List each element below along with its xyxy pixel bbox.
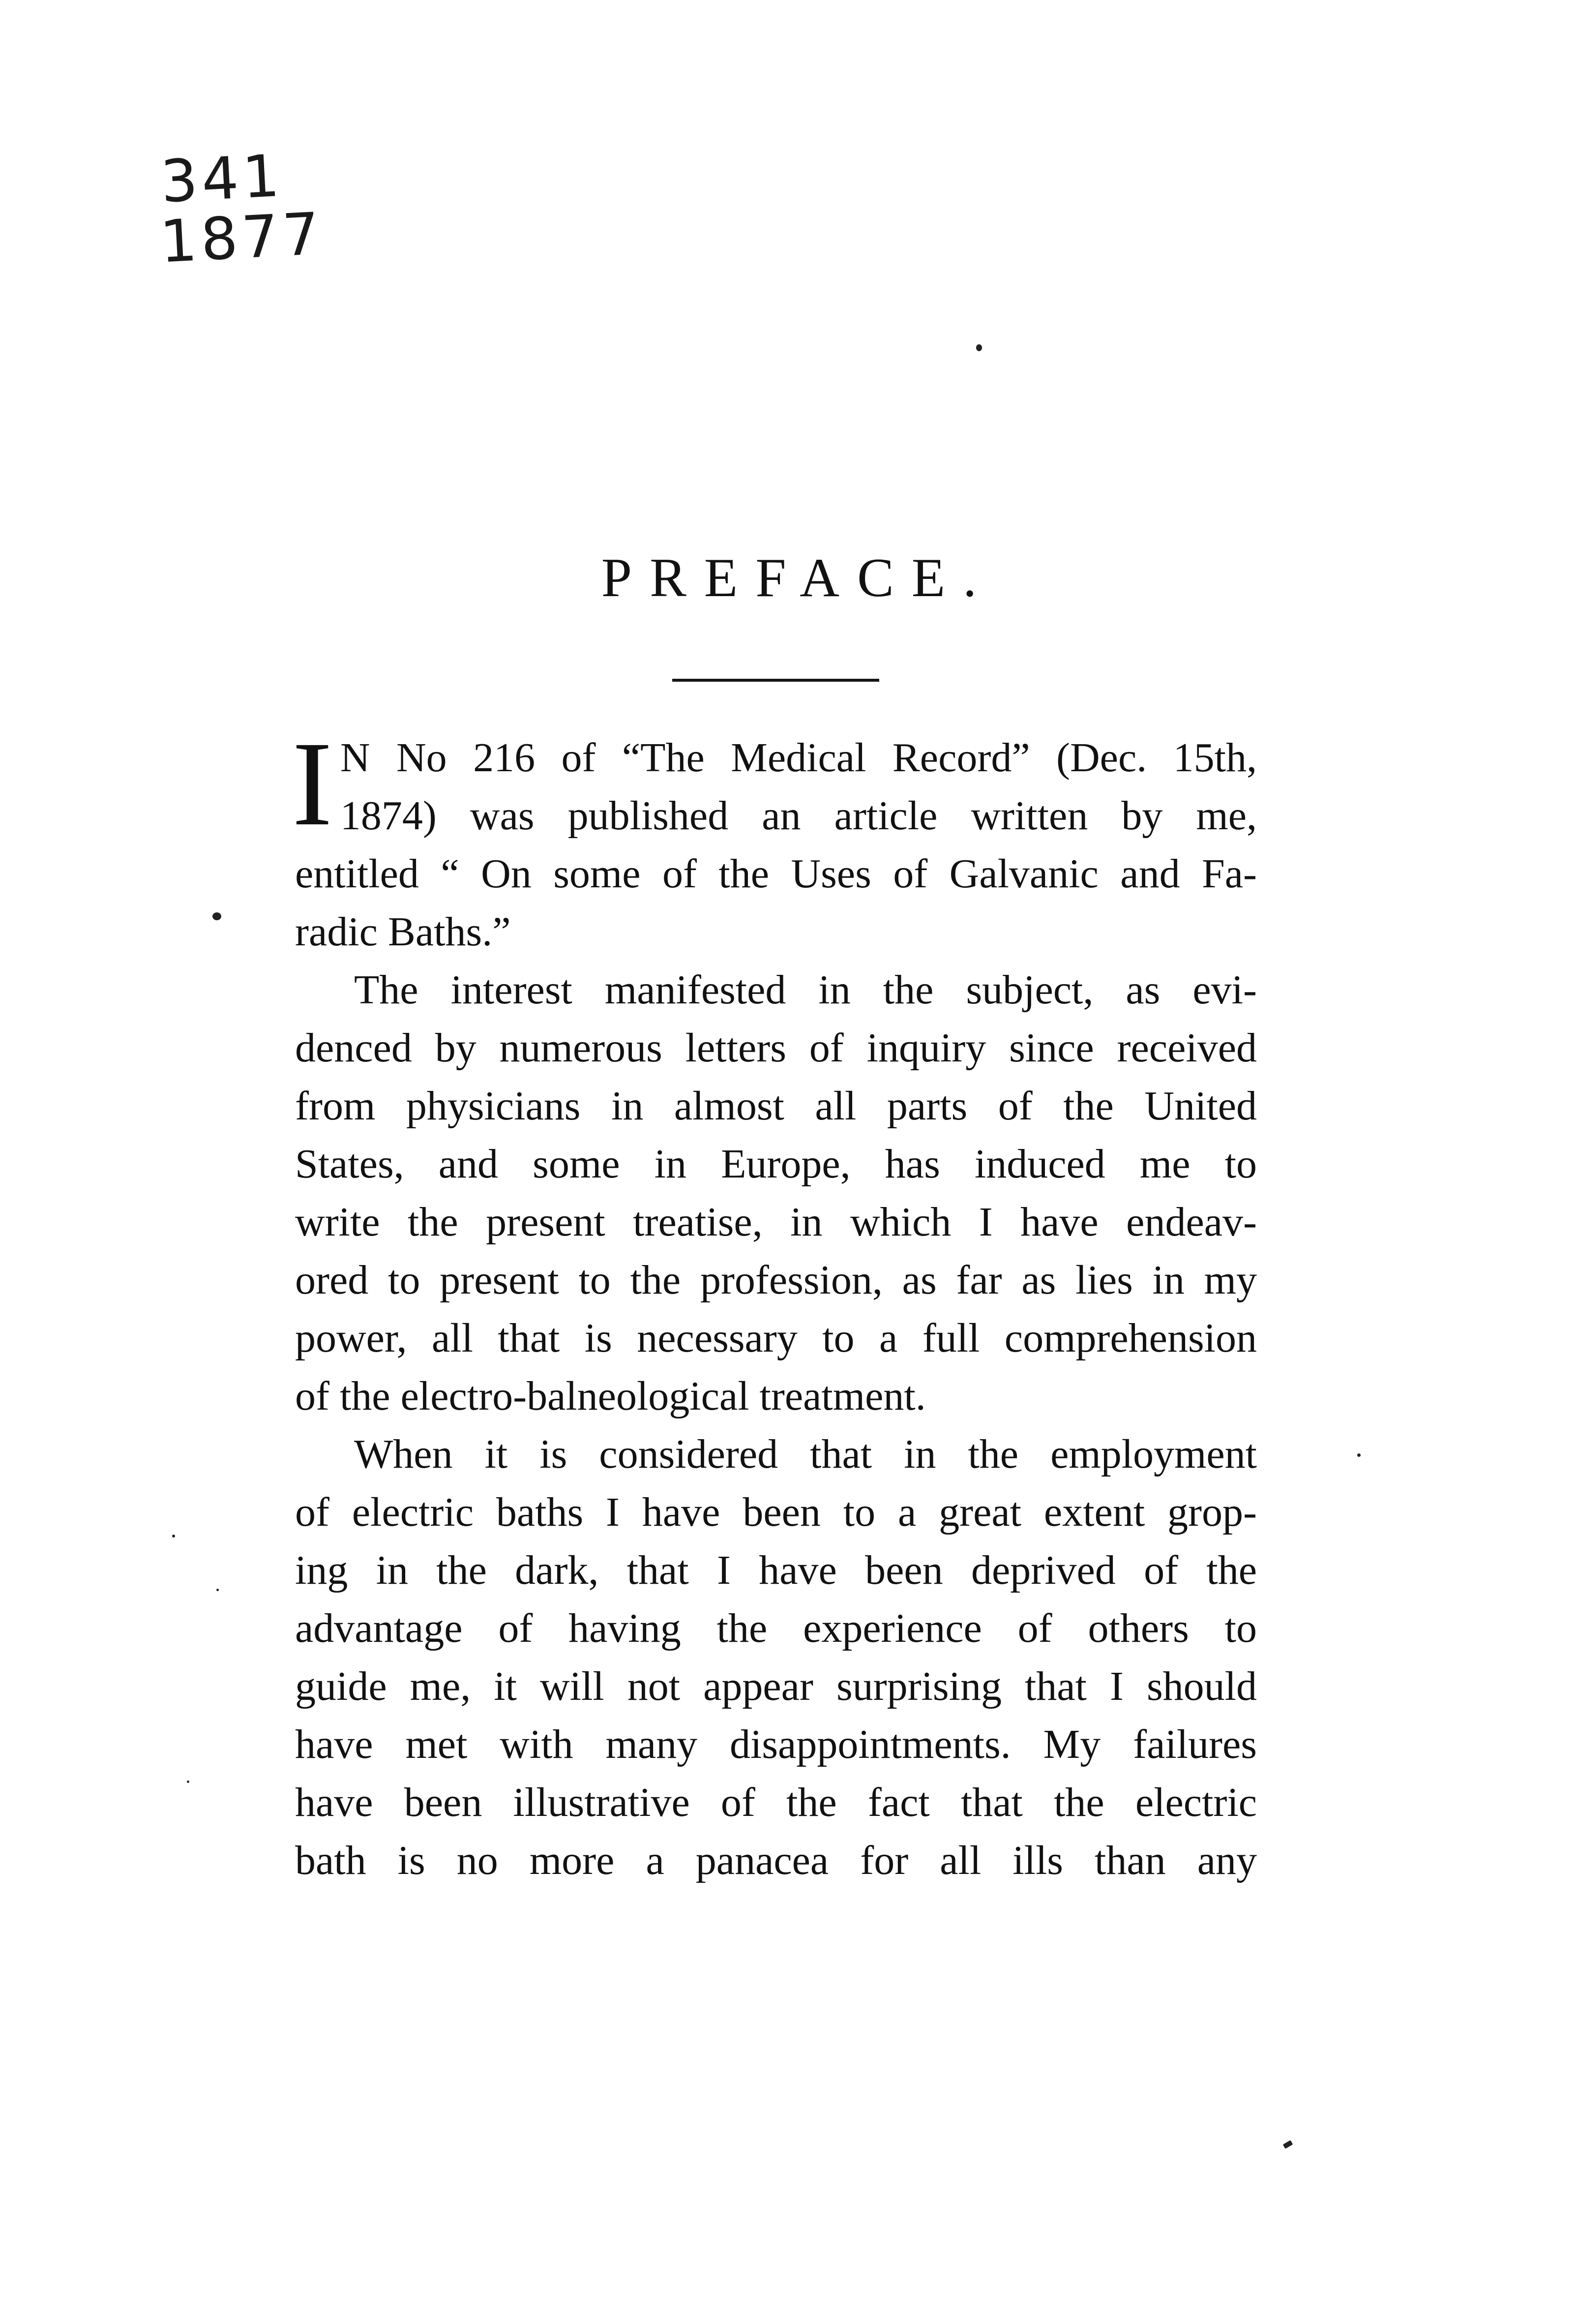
scan-speck: [976, 344, 982, 351]
text-line: entitled “ On some of the Uses of Galvanic and Fa-: [295, 851, 1257, 897]
paragraph-2: [295, 961, 1257, 1425]
scan-speck: [172, 1535, 175, 1538]
text-line: of the electro-balneological treatment.: [295, 1373, 926, 1419]
text-line: ored to present to the profession, as far as lies in my: [295, 1257, 1257, 1303]
text-line: 1874) was published an article written by me,: [340, 793, 1257, 839]
text-line: The interest manifested in the subject, as evi-: [354, 967, 1257, 1013]
shelf-mark-number: 341: [159, 141, 285, 216]
text-line: N No 216 of “The Medical Record” (Dec. 15th,: [340, 735, 1257, 781]
text-line: bath is no more a panacea for all ills than any: [295, 1838, 1257, 1883]
scan-speck: [1357, 1453, 1361, 1457]
paragraph-3: [295, 1425, 1257, 1890]
text-line: ing in the dark, that I have been deprived of the: [295, 1547, 1257, 1593]
text-line: of electric baths I have been to a great extent grop-: [295, 1489, 1257, 1535]
text-line: When it is considered that in the employment: [354, 1431, 1257, 1477]
text-line: advantage of having the experience of others to: [295, 1605, 1257, 1651]
text-line: States, and some in Europe, has induced me to: [295, 1141, 1257, 1187]
preface-body: [292, 717, 1257, 1890]
text-line: radic Baths.”: [295, 909, 511, 955]
text-line: guide me, it will not appear surprising that I should: [295, 1663, 1257, 1709]
title-divider: [672, 679, 879, 682]
scan-speck: [216, 1589, 219, 1591]
text-line: denced by numerous letters of inquiry since received: [295, 1025, 1257, 1071]
page-title: PREFACE.: [601, 547, 995, 608]
text-line: power, all that is necessary to a full comprehension: [295, 1315, 1257, 1361]
text-line: have been illustrative of the fact that the electric: [295, 1780, 1257, 1825]
paragraph-1: [292, 717, 1257, 961]
text-line: write the present treatise, in which I have endeav-: [295, 1199, 1257, 1245]
drop-cap: I: [292, 717, 332, 851]
handwritten-shelf-mark: [158, 141, 325, 276]
text-line: have met with many disappointments. My failures: [295, 1721, 1257, 1767]
scan-speck: [187, 1781, 189, 1783]
shelf-mark-year: 1877: [158, 199, 325, 276]
scan-speck: [1283, 2140, 1293, 2149]
text-line: from physicians in almost all parts of the United: [295, 1083, 1257, 1129]
scan-speck: [212, 912, 221, 920]
